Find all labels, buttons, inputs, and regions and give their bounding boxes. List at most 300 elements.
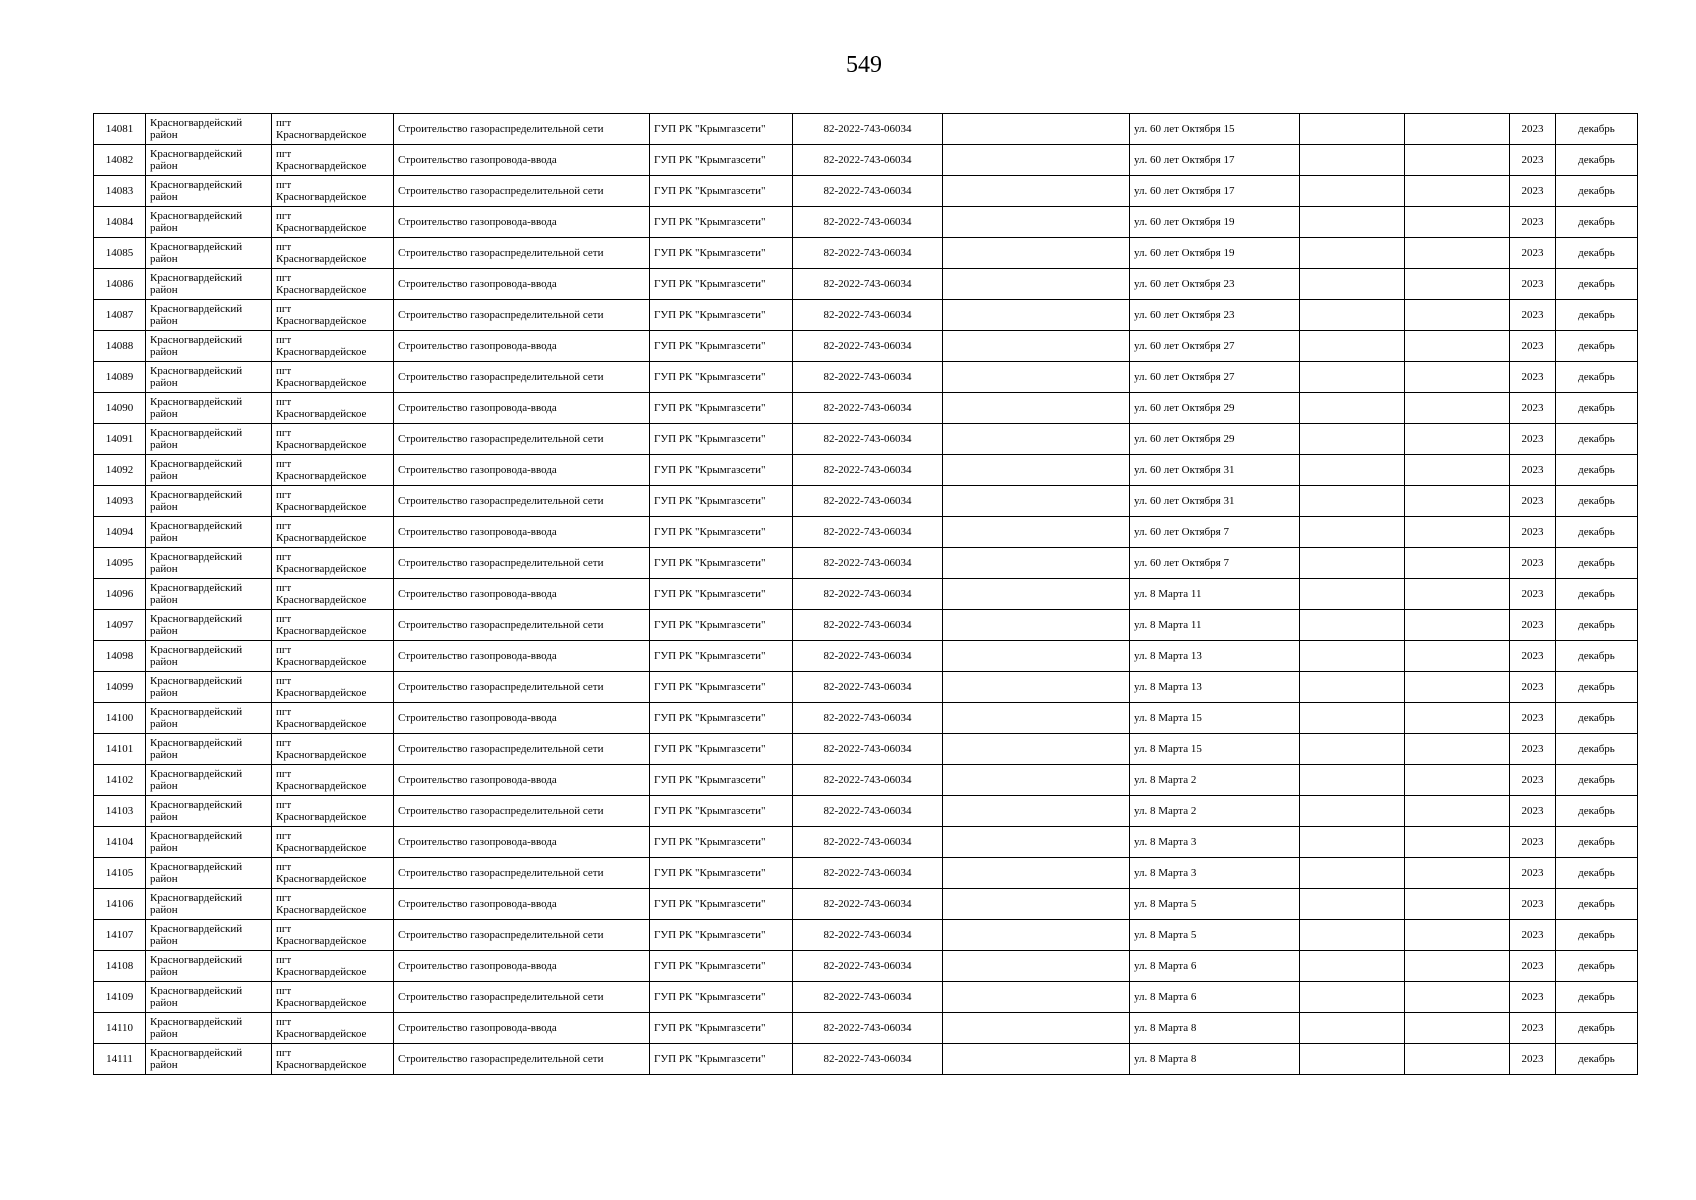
empty-cell (1405, 827, 1510, 858)
empty-cell (943, 114, 1130, 145)
code-cell: 82-2022-743-06034 (793, 951, 943, 982)
row-id-cell: 14105 (94, 858, 146, 889)
district-line: Красногвардейский (150, 272, 243, 284)
locality-line: Красногвардейское (276, 935, 367, 947)
locality-line: Красногвардейское (276, 408, 367, 420)
locality-line: Красногвардейское (276, 904, 367, 916)
locality-line: пгт (276, 427, 292, 439)
code-cell: 82-2022-743-06034 (793, 610, 943, 641)
locality-line: Красногвардейское (276, 222, 367, 234)
empty-cell (1300, 1044, 1405, 1075)
district-cell (146, 796, 272, 827)
empty-cell (1300, 920, 1405, 951)
locality-cell (272, 517, 394, 548)
work-type-cell: Строительство газопровода-ввода (394, 1013, 650, 1044)
district-cell (146, 393, 272, 424)
organization-cell: ГУП РК "Крымгазсети" (650, 951, 793, 982)
locality-line: пгт (276, 241, 292, 253)
table-body (94, 114, 1638, 1075)
locality-line: пгт (276, 613, 292, 625)
locality-line: Красногвардейское (276, 780, 367, 792)
year-cell: 2023 (1510, 889, 1556, 920)
locality-cell (272, 455, 394, 486)
month-cell: декабрь (1556, 486, 1638, 517)
code-cell: 82-2022-743-06034 (793, 393, 943, 424)
district-cell (146, 889, 272, 920)
organization-cell: ГУП РК "Крымгазсети" (650, 982, 793, 1013)
empty-cell (1300, 827, 1405, 858)
district-line: район (150, 284, 178, 296)
organization-cell: ГУП РК "Крымгазсети" (650, 486, 793, 517)
table-row (94, 703, 1638, 734)
empty-cell (1405, 486, 1510, 517)
district-line: район (150, 656, 178, 668)
empty-cell (1405, 145, 1510, 176)
district-line: Красногвардейский (150, 427, 243, 439)
table-row (94, 1044, 1638, 1075)
address-cell: ул. 60 лет Октября 7 (1130, 517, 1300, 548)
year-cell: 2023 (1510, 548, 1556, 579)
year-cell: 2023 (1510, 920, 1556, 951)
address-cell: ул. 8 Марта 2 (1130, 765, 1300, 796)
empty-cell (943, 207, 1130, 238)
empty-cell (1300, 238, 1405, 269)
district-line: район (150, 160, 178, 172)
locality-cell (272, 703, 394, 734)
locality-cell (272, 362, 394, 393)
locality-cell (272, 176, 394, 207)
district-line: Красногвардейский (150, 582, 243, 594)
organization-cell: ГУП РК "Крымгазсети" (650, 889, 793, 920)
year-cell: 2023 (1510, 486, 1556, 517)
organization-cell: ГУП РК "Крымгазсети" (650, 641, 793, 672)
year-cell: 2023 (1510, 331, 1556, 362)
district-line: Красногвардейский (150, 1047, 243, 1059)
year-cell: 2023 (1510, 207, 1556, 238)
district-line: район (150, 625, 178, 637)
organization-cell: ГУП РК "Крымгазсети" (650, 1044, 793, 1075)
district-line: Красногвардейский (150, 365, 243, 377)
empty-cell (1405, 300, 1510, 331)
locality-line: пгт (276, 489, 292, 501)
work-type-cell: Строительство газопровода-ввода (394, 393, 650, 424)
table-row (94, 765, 1638, 796)
locality-line: Красногвардейское (276, 160, 367, 172)
district-line: Красногвардейский (150, 303, 243, 315)
district-cell (146, 300, 272, 331)
locality-line: пгт (276, 582, 292, 594)
organization-cell: ГУП РК "Крымгазсети" (650, 393, 793, 424)
year-cell: 2023 (1510, 703, 1556, 734)
district-cell (146, 765, 272, 796)
district-line: Красногвардейский (150, 799, 243, 811)
district-cell (146, 486, 272, 517)
empty-cell (943, 548, 1130, 579)
district-line: Красногвардейский (150, 1016, 243, 1028)
empty-cell (1405, 765, 1510, 796)
month-cell: декабрь (1556, 951, 1638, 982)
empty-cell (1300, 393, 1405, 424)
district-line: Красногвардейский (150, 241, 243, 253)
organization-cell: ГУП РК "Крымгазсети" (650, 920, 793, 951)
address-cell: ул. 60 лет Октября 31 (1130, 455, 1300, 486)
empty-cell (943, 269, 1130, 300)
organization-cell: ГУП РК "Крымгазсети" (650, 331, 793, 362)
table-row (94, 548, 1638, 579)
district-line: Красногвардейский (150, 117, 243, 129)
empty-cell (1300, 300, 1405, 331)
organization-cell: ГУП РК "Крымгазсети" (650, 269, 793, 300)
empty-cell (943, 951, 1130, 982)
organization-cell: ГУП РК "Крымгазсети" (650, 579, 793, 610)
empty-cell (1405, 610, 1510, 641)
locality-cell (272, 982, 394, 1013)
empty-cell (1300, 858, 1405, 889)
district-line: район (150, 346, 178, 358)
code-cell: 82-2022-743-06034 (793, 827, 943, 858)
district-line: район (150, 129, 178, 141)
table-row (94, 331, 1638, 362)
table-row (94, 300, 1638, 331)
address-cell: ул. 60 лет Октября 29 (1130, 393, 1300, 424)
district-cell (146, 610, 272, 641)
locality-cell (272, 424, 394, 455)
locality-line: пгт (276, 458, 292, 470)
year-cell: 2023 (1510, 579, 1556, 610)
locality-line: пгт (276, 1047, 292, 1059)
code-cell: 82-2022-743-06034 (793, 238, 943, 269)
row-id-cell: 14081 (94, 114, 146, 145)
empty-cell (1405, 455, 1510, 486)
table-row (94, 920, 1638, 951)
locality-cell (272, 238, 394, 269)
locality-cell (272, 548, 394, 579)
code-cell: 82-2022-743-06034 (793, 331, 943, 362)
row-id-cell: 14086 (94, 269, 146, 300)
registry-table (93, 113, 1638, 1075)
district-cell (146, 827, 272, 858)
district-cell (146, 114, 272, 145)
locality-line: Красногвардейское (276, 563, 367, 575)
district-line: Красногвардейский (150, 768, 243, 780)
empty-cell (1300, 579, 1405, 610)
table-row (94, 734, 1638, 765)
district-line: Красногвардейский (150, 179, 243, 191)
code-cell: 82-2022-743-06034 (793, 920, 943, 951)
locality-line: пгт (276, 923, 292, 935)
empty-cell (1300, 734, 1405, 765)
table-row (94, 362, 1638, 393)
empty-cell (1405, 517, 1510, 548)
district-line: район (150, 470, 178, 482)
locality-line: пгт (276, 706, 292, 718)
year-cell: 2023 (1510, 796, 1556, 827)
district-cell (146, 951, 272, 982)
table-row (94, 1013, 1638, 1044)
month-cell: декабрь (1556, 114, 1638, 145)
district-line: Красногвардейский (150, 613, 243, 625)
work-type-cell: Строительство газораспределительной сети (394, 610, 650, 641)
row-id-cell: 14092 (94, 455, 146, 486)
empty-cell (943, 393, 1130, 424)
address-cell: ул. 60 лет Октября 29 (1130, 424, 1300, 455)
locality-line: Красногвардейское (276, 346, 367, 358)
month-cell: декабрь (1556, 238, 1638, 269)
empty-cell (1300, 517, 1405, 548)
work-type-cell: Строительство газопровода-ввода (394, 145, 650, 176)
empty-cell (1405, 920, 1510, 951)
month-cell: декабрь (1556, 765, 1638, 796)
district-line: район (150, 811, 178, 823)
year-cell: 2023 (1510, 176, 1556, 207)
month-cell: декабрь (1556, 424, 1638, 455)
district-line: район (150, 532, 178, 544)
address-cell: ул. 8 Марта 15 (1130, 734, 1300, 765)
work-type-cell: Строительство газопровода-ввода (394, 827, 650, 858)
row-id-cell: 14084 (94, 207, 146, 238)
code-cell: 82-2022-743-06034 (793, 579, 943, 610)
month-cell: декабрь (1556, 362, 1638, 393)
month-cell: декабрь (1556, 734, 1638, 765)
address-cell: ул. 60 лет Октября 19 (1130, 238, 1300, 269)
row-id-cell: 14106 (94, 889, 146, 920)
year-cell: 2023 (1510, 517, 1556, 548)
month-cell: декабрь (1556, 331, 1638, 362)
district-cell (146, 672, 272, 703)
empty-cell (1405, 331, 1510, 362)
empty-cell (943, 641, 1130, 672)
locality-line: Красногвардейское (276, 718, 367, 730)
locality-line: Красногвардейское (276, 625, 367, 637)
locality-line: Красногвардейское (276, 842, 367, 854)
locality-cell (272, 114, 394, 145)
locality-line: Красногвардейское (276, 656, 367, 668)
work-type-cell: Строительство газораспределительной сети (394, 920, 650, 951)
locality-cell (272, 920, 394, 951)
row-id-cell: 14089 (94, 362, 146, 393)
work-type-cell: Строительство газопровода-ввода (394, 889, 650, 920)
empty-cell (1405, 548, 1510, 579)
organization-cell: ГУП РК "Крымгазсети" (650, 610, 793, 641)
empty-cell (943, 579, 1130, 610)
organization-cell: ГУП РК "Крымгазсети" (650, 424, 793, 455)
address-cell: ул. 60 лет Октября 27 (1130, 362, 1300, 393)
district-cell (146, 1013, 272, 1044)
locality-cell (272, 734, 394, 765)
row-id-cell: 14103 (94, 796, 146, 827)
organization-cell: ГУП РК "Крымгазсети" (650, 517, 793, 548)
district-line: район (150, 1028, 178, 1040)
organization-cell: ГУП РК "Крымгазсети" (650, 796, 793, 827)
district-line: район (150, 873, 178, 885)
address-cell: ул. 8 Марта 11 (1130, 610, 1300, 641)
empty-cell (1405, 579, 1510, 610)
table-row (94, 455, 1638, 486)
empty-cell (943, 672, 1130, 703)
year-cell: 2023 (1510, 455, 1556, 486)
work-type-cell: Строительство газопровода-ввода (394, 641, 650, 672)
district-line: район (150, 687, 178, 699)
year-cell: 2023 (1510, 951, 1556, 982)
empty-cell (943, 331, 1130, 362)
month-cell: декабрь (1556, 269, 1638, 300)
district-line: район (150, 439, 178, 451)
locality-line: Красногвардейское (276, 284, 367, 296)
organization-cell: ГУП РК "Крымгазсети" (650, 300, 793, 331)
table-row (94, 393, 1638, 424)
empty-cell (1300, 455, 1405, 486)
month-cell: декабрь (1556, 300, 1638, 331)
district-cell (146, 269, 272, 300)
locality-line: Красногвардейское (276, 594, 367, 606)
empty-cell (1405, 1044, 1510, 1075)
empty-cell (1405, 641, 1510, 672)
locality-line: пгт (276, 954, 292, 966)
organization-cell: ГУП РК "Крымгазсети" (650, 703, 793, 734)
year-cell: 2023 (1510, 145, 1556, 176)
address-cell: ул. 60 лет Октября 23 (1130, 269, 1300, 300)
table-row (94, 610, 1638, 641)
locality-cell (272, 610, 394, 641)
locality-line: пгт (276, 768, 292, 780)
month-cell: декабрь (1556, 703, 1638, 734)
district-cell (146, 858, 272, 889)
month-cell: декабрь (1556, 796, 1638, 827)
empty-cell (1300, 269, 1405, 300)
district-line: район (150, 842, 178, 854)
table-row (94, 796, 1638, 827)
district-cell (146, 982, 272, 1013)
locality-line: Красногвардейское (276, 470, 367, 482)
locality-line: Красногвардейское (276, 811, 367, 823)
code-cell: 82-2022-743-06034 (793, 362, 943, 393)
row-id-cell: 14096 (94, 579, 146, 610)
organization-cell: ГУП РК "Крымгазсети" (650, 176, 793, 207)
district-cell (146, 703, 272, 734)
organization-cell: ГУП РК "Крымгазсети" (650, 145, 793, 176)
month-cell: декабрь (1556, 176, 1638, 207)
month-cell: декабрь (1556, 827, 1638, 858)
year-cell: 2023 (1510, 238, 1556, 269)
district-line: Красногвардейский (150, 923, 243, 935)
empty-cell (1300, 424, 1405, 455)
locality-line: пгт (276, 551, 292, 563)
locality-cell (272, 300, 394, 331)
empty-cell (943, 517, 1130, 548)
district-line: район (150, 780, 178, 792)
empty-cell (1300, 641, 1405, 672)
row-id-cell: 14098 (94, 641, 146, 672)
empty-cell (943, 176, 1130, 207)
address-cell: ул. 8 Марта 11 (1130, 579, 1300, 610)
empty-cell (943, 734, 1130, 765)
address-cell: ул. 60 лет Октября 23 (1130, 300, 1300, 331)
address-cell: ул. 60 лет Октября 17 (1130, 176, 1300, 207)
year-cell: 2023 (1510, 114, 1556, 145)
table-row (94, 951, 1638, 982)
empty-cell (1405, 1013, 1510, 1044)
month-cell: декабрь (1556, 889, 1638, 920)
page-number: 549 (846, 52, 882, 78)
row-id-cell: 14102 (94, 765, 146, 796)
work-type-cell: Строительство газопровода-ввода (394, 455, 650, 486)
address-cell: ул. 8 Марта 8 (1130, 1044, 1300, 1075)
locality-line: пгт (276, 799, 292, 811)
empty-cell (1300, 610, 1405, 641)
locality-cell (272, 641, 394, 672)
table-row (94, 827, 1638, 858)
table-row (94, 145, 1638, 176)
year-cell: 2023 (1510, 672, 1556, 703)
month-cell: декабрь (1556, 641, 1638, 672)
code-cell: 82-2022-743-06034 (793, 641, 943, 672)
district-cell (146, 641, 272, 672)
year-cell: 2023 (1510, 610, 1556, 641)
district-cell (146, 238, 272, 269)
address-cell: ул. 60 лет Октября 7 (1130, 548, 1300, 579)
month-cell: декабрь (1556, 548, 1638, 579)
locality-line: пгт (276, 861, 292, 873)
district-cell (146, 362, 272, 393)
table-row (94, 517, 1638, 548)
locality-line: Красногвардейское (276, 1028, 367, 1040)
row-id-cell: 14111 (94, 1044, 146, 1075)
code-cell: 82-2022-743-06034 (793, 486, 943, 517)
work-type-cell: Строительство газопровода-ввода (394, 207, 650, 238)
row-id-cell: 14110 (94, 1013, 146, 1044)
empty-cell (1300, 362, 1405, 393)
empty-cell (943, 424, 1130, 455)
code-cell: 82-2022-743-06034 (793, 300, 943, 331)
year-cell: 2023 (1510, 362, 1556, 393)
organization-cell: ГУП РК "Крымгазсети" (650, 548, 793, 579)
locality-cell (272, 579, 394, 610)
district-line: район (150, 501, 178, 513)
month-cell: декабрь (1556, 393, 1638, 424)
row-id-cell: 14082 (94, 145, 146, 176)
work-type-cell: Строительство газопровода-ввода (394, 517, 650, 548)
table-row (94, 672, 1638, 703)
empty-cell (943, 1013, 1130, 1044)
work-type-cell: Строительство газораспределительной сети (394, 486, 650, 517)
locality-line: пгт (276, 737, 292, 749)
code-cell: 82-2022-743-06034 (793, 176, 943, 207)
organization-cell: ГУП РК "Крымгазсети" (650, 207, 793, 238)
code-cell: 82-2022-743-06034 (793, 455, 943, 486)
locality-cell (272, 765, 394, 796)
table-row (94, 207, 1638, 238)
work-type-cell: Строительство газопровода-ввода (394, 765, 650, 796)
empty-cell (1300, 548, 1405, 579)
table-row (94, 176, 1638, 207)
district-line: район (150, 594, 178, 606)
month-cell: декабрь (1556, 1044, 1638, 1075)
locality-cell (272, 1013, 394, 1044)
organization-cell: ГУП РК "Крымгазсети" (650, 362, 793, 393)
empty-cell (1300, 1013, 1405, 1044)
empty-cell (943, 858, 1130, 889)
empty-cell (943, 889, 1130, 920)
district-line: Красногвардейский (150, 551, 243, 563)
work-type-cell: Строительство газораспределительной сети (394, 982, 650, 1013)
code-cell: 82-2022-743-06034 (793, 982, 943, 1013)
locality-line: Красногвардейское (276, 439, 367, 451)
locality-line: Красногвардейское (276, 191, 367, 203)
district-line: район (150, 1059, 178, 1071)
work-type-cell: Строительство газораспределительной сети (394, 796, 650, 827)
year-cell: 2023 (1510, 424, 1556, 455)
address-cell: ул. 60 лет Октября 19 (1130, 207, 1300, 238)
